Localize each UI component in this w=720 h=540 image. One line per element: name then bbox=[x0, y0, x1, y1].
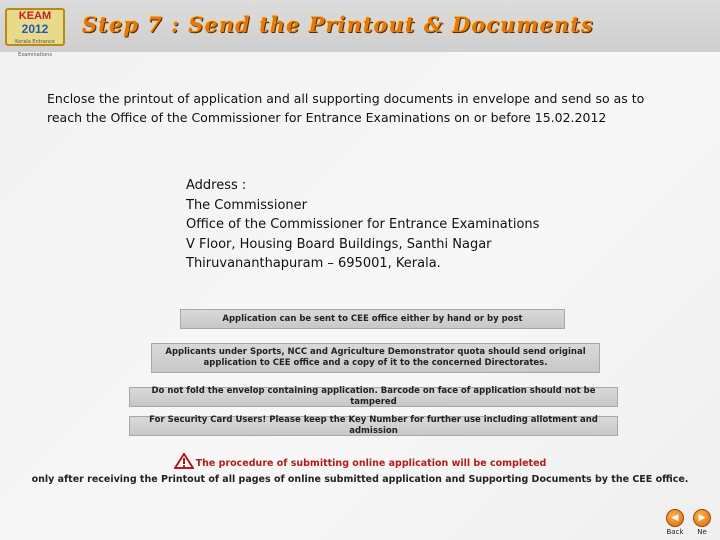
warning-icon bbox=[174, 453, 194, 473]
address-block bbox=[186, 176, 539, 274]
back-button[interactable]: ◀ Back bbox=[662, 509, 688, 529]
address-line: The Commissioner bbox=[186, 197, 307, 213]
address-line: Thiruvananthapuram – 695001, Kerala. bbox=[186, 256, 441, 271]
note-do-not-fold: Do not fold the envelop containing application. Barcode on face of application should not be tampered bbox=[129, 387, 618, 407]
address-line: Office of the Commissioner for Entrance Examinations bbox=[186, 217, 540, 232]
next-button[interactable]: ▶ Ne bbox=[689, 509, 715, 529]
intro-text: Enclose the printout of application and all supporting documents in envelope and send so as to reach the Office of the Commissioner for Entrance Examinations on or before 15.02.2012 bbox=[47, 91, 645, 125]
address-line: Address : bbox=[186, 178, 247, 193]
page-title: Step 7 : Send the Printout & Documents bbox=[82, 12, 594, 37]
back-arrow-icon: ◀ bbox=[666, 509, 684, 527]
footer-line-1: The procedure of submitting online application will be completed bbox=[195, 458, 547, 469]
footer-line-2: only after receiving the Printout of all pages of online submitted application and Supporting Documents by the CEE office. bbox=[31, 474, 689, 485]
address-line: V Floor, Housing Board Buildings, Santhi Nagar bbox=[186, 236, 492, 252]
note-quota-applicants: Applicants under Sports, NCC and Agriculture Demonstrator quota should send original application to CEE office and a copy of it to the concerned Directorates. bbox=[151, 343, 600, 373]
note-submission-mode: Application can be sent to CEE office either by hand or by post bbox=[180, 309, 565, 329]
keam-logo: KEAM 2012 Kerala Entrance Examinations bbox=[5, 8, 65, 46]
next-arrow-icon: ▶ bbox=[693, 509, 711, 527]
footer-notice bbox=[0, 453, 720, 486]
header-bar bbox=[0, 0, 720, 58]
note-security-card: For Security Card Users! Please keep the Key Number for further use including allotment and admission bbox=[129, 416, 618, 436]
